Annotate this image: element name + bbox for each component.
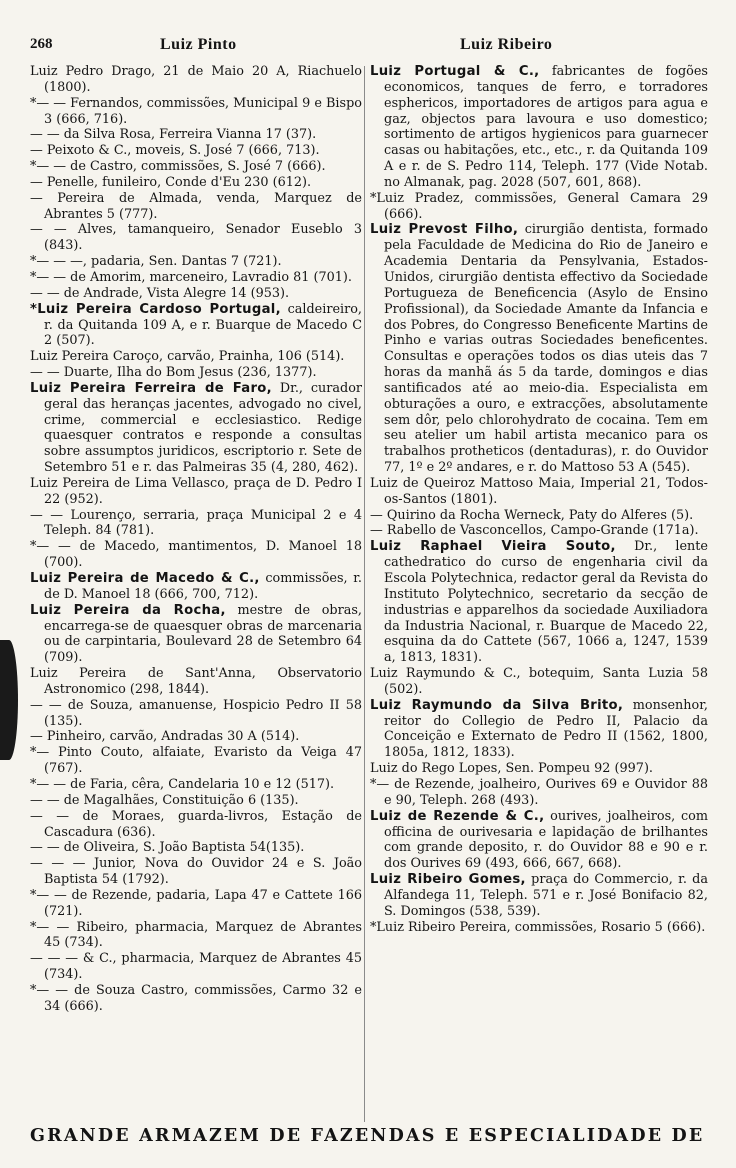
directory-entry	[30, 793, 362, 809]
entry-text: — — de Souza, amanuense, Hospicio Pedro II 58 (135).	[30, 697, 362, 729]
directory-entry	[370, 523, 708, 539]
entry-text: *Luiz Ribeiro Pereira, commissões, Rosario 5 (666).	[370, 919, 706, 935]
directory-entry	[30, 729, 362, 745]
entry-text: ourives, joalheiros, com officina de ourivesaria e lapidação de brilhantes com grande deposito, r. do Ouvidor 88 e 90 e r. dos Ourives 69 (493, 666, 667, 668).	[384, 808, 708, 872]
directory-entry	[370, 698, 708, 761]
entry-text: *— — Ribeiro, pharmacia, Marquez de Abrantes 45 (734).	[30, 919, 362, 951]
entry-text: Dr., lente cathedratico do curso de engenharia civil da Escola Polytechnica, redactor geral da Revista do Instituto Polytechnico, secretario da secção de industrias e apparelhos da sociedade Auxiliadora da Industria Nacional, r. Buarque de Macedo 22, esquina da do Cattete (567, 1066 a, 1247, 1539 a, 1813, 1831).	[384, 539, 708, 666]
entry-name: Luiz Pereira da Rocha,	[30, 602, 226, 618]
directory-entry	[370, 476, 708, 508]
directory-entry	[370, 809, 708, 872]
directory-entry	[30, 302, 362, 350]
entry-text: — Pereira de Almada, venda, Marquez de Abrantes 5 (777).	[30, 190, 362, 222]
entry-name: *Luiz Pereira Cardoso Portugal,	[30, 301, 281, 317]
entry-text: Luiz Raymundo & C., botequim, Santa Luzia 58 (502).	[370, 666, 708, 697]
entry-text: — Peixoto & C., moveis, S. José 7 (666, 713).	[30, 143, 320, 159]
page-number: 268	[30, 36, 53, 52]
entry-text: commissões, r. de D. Manoel 18 (666, 700, 712).	[44, 571, 362, 602]
directory-entry	[30, 840, 362, 856]
entry-text: *— — de Amorim, marceneiro, Lavradio 81 (701).	[30, 269, 352, 285]
directory-entry	[30, 539, 362, 571]
directory-entry	[30, 983, 362, 1015]
directory-entry	[30, 286, 362, 302]
entry-text: Luiz Pereira de Sant'Anna, Observatorio Astronomico (298, 1844).	[30, 666, 362, 697]
entry-text: — — de Moraes, guarda-livros, Estação de Cascadura (636).	[30, 808, 362, 840]
directory-entry	[30, 777, 362, 793]
entry-text: *— — de Rezende, padaria, Lapa 47 e Cattete 166 (721).	[30, 887, 362, 919]
entry-text: — — de Oliveira, S. João Baptista 54(135).	[30, 840, 305, 856]
footer-banner: GRANDE ARMAZEM DE FAZENDAS E ESPECIALIDADE DE	[30, 1126, 705, 1146]
directory-entry	[30, 888, 362, 920]
directory-entry	[30, 175, 362, 191]
entry-text: Luiz de Queiroz Mattoso Maia, Imperial 21, Todos-os-Santos (1801).	[370, 475, 708, 507]
directory-entry	[30, 381, 362, 476]
entry-text: *— Pinto Couto, alfaiate, Evaristo da Veiga 47 (767).	[30, 745, 362, 777]
running-head-right: Luiz Ribeiro	[460, 36, 553, 53]
directory-entry	[30, 809, 362, 841]
directory-entry	[370, 508, 708, 524]
entry-name: Luiz Pereira Ferreira de Faro,	[30, 380, 272, 396]
entry-text: Luiz do Rego Lopes, Sen. Pompeu 92 (997).	[370, 761, 653, 777]
directory-entry	[370, 64, 708, 191]
directory-entry	[30, 571, 362, 603]
entry-text: caldeireiro, r. da Quitanda 109 A, e r. Buarque de Macedo C 2 (507).	[44, 301, 362, 349]
binding-stain	[0, 640, 18, 760]
entry-text: — — — Junior, Nova do Ouvidor 24 e S. João Baptista 54 (1792).	[30, 856, 362, 888]
directory-entry	[30, 159, 362, 175]
entry-text: — — de Andrade, Vista Alegre 14 (953).	[30, 285, 290, 301]
directory-entry	[30, 745, 362, 777]
entry-name: Luiz Raphael Vieira Souto,	[370, 539, 616, 555]
directory-entry	[30, 222, 362, 254]
entry-name: Luiz de Rezende & C.,	[370, 808, 545, 824]
entry-text: *— — de Castro, commissões, S. José 7 (666).	[30, 159, 326, 175]
entry-text: Luiz Pereira Caroço, carvão, Prainha, 106 (514).	[30, 349, 345, 365]
entry-name: Luiz Pereira de Macedo & C.,	[30, 571, 260, 586]
directory-entry	[370, 222, 708, 476]
right-column	[370, 64, 708, 935]
directory-entry	[370, 920, 708, 936]
directory-entry	[30, 856, 362, 888]
entry-text: *— — —, padaria, Sen. Dantas 7 (721).	[30, 254, 282, 270]
entry-text: *— — Fernandos, commissões, Municipal 9 e Bispo 3 (666, 716).	[30, 95, 362, 127]
directory-entry	[30, 127, 362, 143]
entry-text: Luiz Pereira de Lima Vellasco, praça de D. Pedro I 22 (952).	[30, 475, 362, 507]
directory-entry	[30, 951, 362, 983]
directory-entry	[370, 777, 708, 809]
entry-text: monsenhor, reitor do Collegio de Pedro II, Palacio da Conceição e Externato de Pedro II (1562, 1800, 1805a, 1812, 1833).	[384, 697, 708, 761]
entry-text: — — da Silva Rosa, Ferreira Vianna 17 (37).	[30, 127, 317, 143]
entry-text: *— de Rezende, joalheiro, Ourives 69 e Ouvidor 88 e 90, Teleph. 268 (493).	[370, 776, 708, 808]
directory-entry	[30, 476, 362, 508]
directory-entry	[30, 349, 362, 365]
entry-text: — Pinheiro, carvão, Andradas 30 A (514).	[30, 729, 300, 745]
entry-text: Dr., curador geral das heranças jacentes, advogado no civel, crime, commercial e ecclesiastico. Redige quaesquer contratos e responde a consultas sobre assumptos juridicos, escriptorio r. Sete de Setembro 51 e r. das Palmeiras 35 (4, 280, 462).	[44, 380, 363, 476]
entry-text: *— — de Faria, cêra, Candelaria 10 e 12 (517).	[30, 776, 335, 792]
directory-entry	[30, 143, 362, 159]
entry-text: — — Lourenço, serraria, praça Municipal 2 e 4 Teleph. 84 (781).	[30, 507, 362, 539]
entry-text: praça do Commercio, r. da Alfandega 11, Teleph. 571 e r. José Bonifacio 82, S. Domingos (538, 539).	[384, 872, 708, 919]
directory-entry	[30, 698, 362, 730]
entry-name: Luiz Ribeiro Gomes,	[370, 872, 526, 888]
entry-text: *— — de Souza Castro, commissões, Carmo 32 e 34 (666).	[30, 982, 362, 1014]
directory-entry	[30, 603, 362, 666]
directory-entry	[30, 365, 362, 381]
entry-text: — Rabello de Vasconcellos, Campo-Grande (171a).	[370, 523, 699, 539]
directory-entry	[30, 666, 362, 698]
directory-entry	[370, 761, 708, 777]
entry-name: Luiz Portugal & C.,	[370, 64, 540, 79]
directory-entry	[30, 508, 362, 540]
directory-entry	[370, 539, 708, 666]
column-divider	[364, 66, 365, 1122]
directory-entry	[30, 64, 362, 96]
entry-text: — — Duarte, Ilha do Bom Jesus (236, 1377).	[30, 365, 317, 381]
entry-text: *Luiz Pradez, commissões, General Camara 29 (666).	[370, 190, 708, 222]
entry-text: fabricantes de fogões economicos, tanques de ferro, e torradores esphericos, importadores de artigos para agua e gaz, objectos para lavoura e uso domestico; sortimento de artigos hygienicos para guarnecer casas ou habitações, etc., etc., r. da Quitanda 109 A e r. de S. Pedro 114, Teleph. 177 (Vide Notab. no Almanak, pag. 2028 (507, 601, 868).	[384, 64, 708, 190]
directory-entry	[370, 666, 708, 698]
directory-entry	[370, 191, 708, 223]
entry-text: mestre de obras, encarrega-se de quaesquer obras de marcenaria ou de carpintaria, Boulevard 28 de Setembro 64 (709).	[44, 602, 362, 666]
directory-entry	[30, 254, 362, 270]
directory-entry	[370, 872, 708, 920]
entry-text: Luiz Pedro Drago, 21 de Maio 20 A, Riachuelo (1800).	[30, 64, 362, 95]
page-header	[30, 36, 706, 58]
directory-entry	[30, 920, 362, 952]
entry-text: — Penelle, funileiro, Conde d'Eu 230 (612).	[30, 174, 312, 190]
entry-text: — — de Magalhães, Constituição 6 (135).	[30, 792, 299, 808]
entry-text: cirurgião dentista, formado pela Faculdade de Medicina do Rio de Janeiro e Academia Dentaria da Pensylvania, Estados-Unidos, cirurgião dentista effectivo da Sociedade Portugueza de Beneficencia (Asylo de Ensino Profissional), da Sociedade Amante da Infancia e dos Pobres, do Congresso Beneficente Martins de Pinho e varias outras Sociedades beneficentes. Consultas e operações todos os dias uteis das 7 horas da manhã ás 5 da tarde, domingos e dias santificados até ao meio-dia. Especialista em obturações a ouro, e extracções, absolutamente sem dôr, pelo chlorohydrato de cocaina. Tem em seu atelier um habil artista mecanico para os trabalhos protheticos (dentaduras), r. do Ouvidor 77, 1º e 2º andares, e r. do Mattoso 53 A (545).	[384, 222, 708, 476]
running-head-left: Luiz Pinto	[160, 36, 237, 53]
left-column	[30, 64, 362, 1015]
directory-entry	[30, 191, 362, 223]
directory-entry	[30, 270, 362, 286]
entry-text: — — — & C., pharmacia, Marquez de Abrantes 45 (734).	[30, 951, 362, 983]
entry-text: — — Alves, tamanqueiro, Senador Euseblo 3 (843).	[30, 222, 362, 254]
entry-text: — Quirino da Rocha Werneck, Paty do Alferes (5).	[370, 507, 694, 523]
directory-entry	[30, 96, 362, 128]
entry-text: *— — de Macedo, mantimentos, D. Manoel 18 (700).	[30, 539, 362, 571]
entry-name: Luiz Prevost Filho,	[370, 222, 519, 238]
entry-name: Luiz Raymundo da Silva Brito,	[370, 697, 624, 713]
